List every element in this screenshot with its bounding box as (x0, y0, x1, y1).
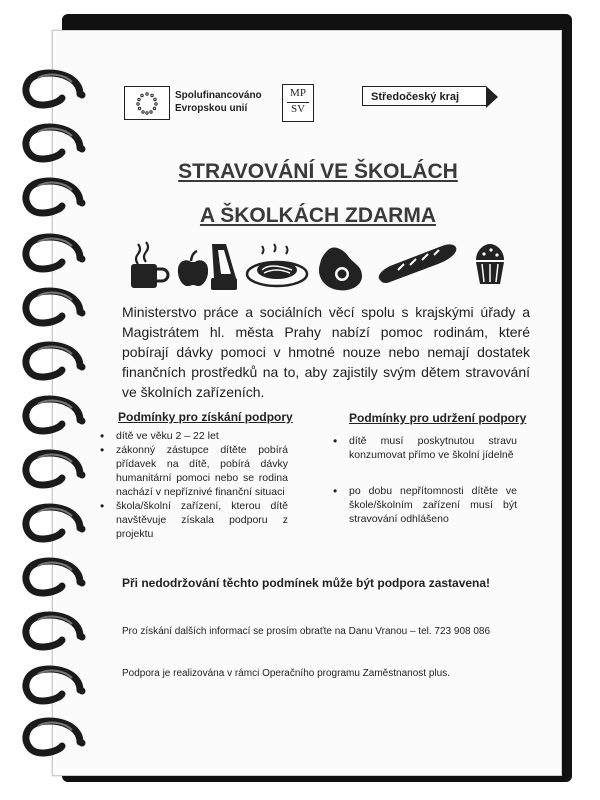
region-label-text: Středočeský kraj (371, 91, 460, 103)
conditions-keep-list (333, 434, 517, 548)
conditions-get-list (100, 429, 288, 541)
spiral-ring (18, 390, 96, 440)
eu-cofinanced-text (175, 89, 262, 115)
mpsv-logo-top: MP (290, 87, 306, 99)
apple-icon (174, 240, 208, 295)
spiral-ring (18, 498, 96, 548)
mpsv-logo (282, 84, 314, 122)
avocado-icon (316, 240, 366, 297)
footer-note: Podpora je realizována v rámci Operačního programu Zaměstnanost plus. (122, 668, 450, 679)
eu-flag-logo (124, 86, 170, 120)
conditions-keep-heading: Podmínky pro udržení podpory (349, 411, 527, 425)
mug-icon (128, 240, 170, 295)
eu-text-line2: Evropskou unií (175, 103, 248, 114)
list-item: • dítě musí poskytnutou stravu konzumovat přímo ve školní jídelně (333, 434, 517, 462)
page-title-line1: STRAVOVÁNÍ VE ŠKOLÁCH (178, 160, 458, 183)
spiral-ring (18, 552, 96, 602)
list-item: • škola/školní zařízení, kterou dítě navštěvuje získala podporu z projektu (100, 499, 288, 541)
eu-text-line1: Spolufinancováno (175, 90, 262, 101)
spiral-ring (18, 282, 96, 332)
list-item: • dítě ve věku 2 – 22 let (100, 429, 288, 443)
spiral-ring (18, 336, 96, 386)
contact-text: Pro získání dalších informací se prosím obraťte na Danu Vranou – tel. 723 908 086 (122, 626, 491, 637)
spiral-ring (18, 660, 96, 710)
list-item: • po dobu nepřítomnosti dítěte ve škole/školním zařízení musí být stravování odhlášeno (333, 484, 517, 526)
conditions-get-heading: Podmínky pro získání podpory (118, 410, 293, 424)
blender-icon (208, 240, 238, 297)
spiral-ring (18, 712, 96, 762)
muffin-icon (470, 240, 510, 295)
notebook-page (52, 30, 562, 776)
region-label (362, 86, 486, 106)
pasta-plate-icon (244, 240, 310, 295)
spiral-ring (18, 228, 96, 278)
intro-paragraph: Ministerstvo práce a sociálních věcí spolu s krajskými úřady a Magistrátem hl. města Prahy nabízí pomoc rodinám, které pobírají dávky pomoci v hmotné nouze nebo nemají dostatek finančních prostředků na to, aby zajistily svým dětem stravování ve školních zařízeních. (122, 304, 530, 400)
spiral-ring (18, 606, 96, 656)
spiral-ring (18, 444, 96, 494)
mpsv-logo-bottom: SV (290, 103, 306, 115)
baguette-icon (374, 240, 460, 295)
list-item: • zákonný zástupce dítěte pobírá přídavek na dítě, pobírá dávky humanitární pomoci nebo se rodina nachází v nepříznivé finanční situaci (100, 443, 288, 499)
warning-text: Při nedodržování těchto podmínek může být podpora zastavena! (122, 576, 491, 590)
spiral-ring (18, 64, 96, 114)
page-title-line2: A ŠKOLKÁCH ZDARMA (199, 204, 437, 227)
